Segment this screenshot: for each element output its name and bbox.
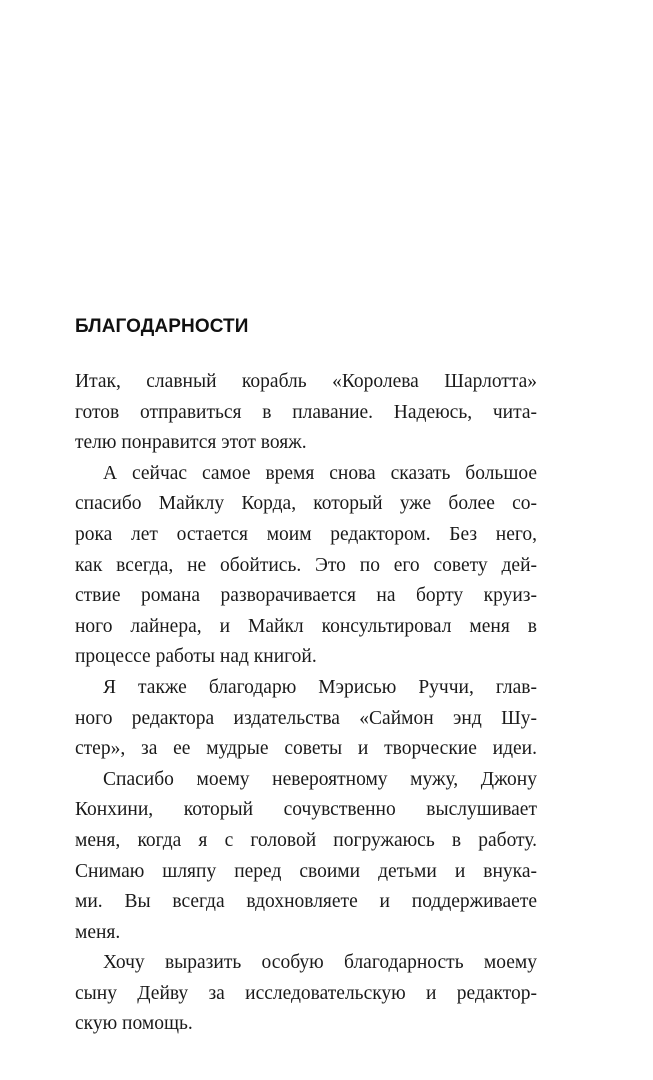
text-line: ми. Вы всегда вдохновляете и поддерживаете (75, 891, 537, 913)
text-line: Конхини, который сочувственно выслушивает (75, 799, 537, 821)
text-line: ствие романа разворачивается на борту круиз- (75, 585, 537, 607)
text-line: рока лет остается моим редактором. Без него, (75, 523, 537, 545)
text-line: сыну Дейву за исследовательскую и редактор- (75, 982, 537, 1004)
text-line: меня, когда я с головой погружаюсь в работу. (75, 829, 537, 851)
text-line: Итак, славный корабль «Королева Шарлотта» (75, 371, 537, 392)
text-line: готов отправиться в плавание. Надеюсь, чита- (75, 401, 537, 423)
text-line: Снимаю шляпу перед своими детьми и внука- (75, 860, 537, 882)
body-text (75, 367, 537, 1040)
text-line: скую помощь. (75, 1013, 193, 1035)
text-line: ного редактора издательства «Саймон энд Шу- (75, 707, 537, 729)
text-line: спасибо Майклу Корда, который уже более со- (75, 493, 537, 515)
text-line: меня. (75, 921, 121, 943)
text-line: Хочу выразить особую благодарность моему (103, 952, 537, 974)
text-line: телю понравится этот вояж. (75, 432, 307, 454)
text-line: стер», за ее мудрые советы и творческие идеи. (75, 738, 537, 760)
section-heading: БЛАГОДАРНОСТИ (75, 316, 249, 337)
text-line: процессе работы над книгой. (75, 646, 317, 668)
text-line: А сейчас самое время снова сказать большое (103, 462, 537, 484)
text-line: Я также благодарю Мэрисью Руччи, глав- (103, 676, 537, 698)
text-line: как всегда, не обойтись. Это по его совету дей- (75, 554, 537, 576)
text-line: Спасибо моему невероятному мужу, Джону (103, 768, 537, 790)
text-line: ного лайнера, и Майкл консультировал меня в (75, 615, 537, 637)
